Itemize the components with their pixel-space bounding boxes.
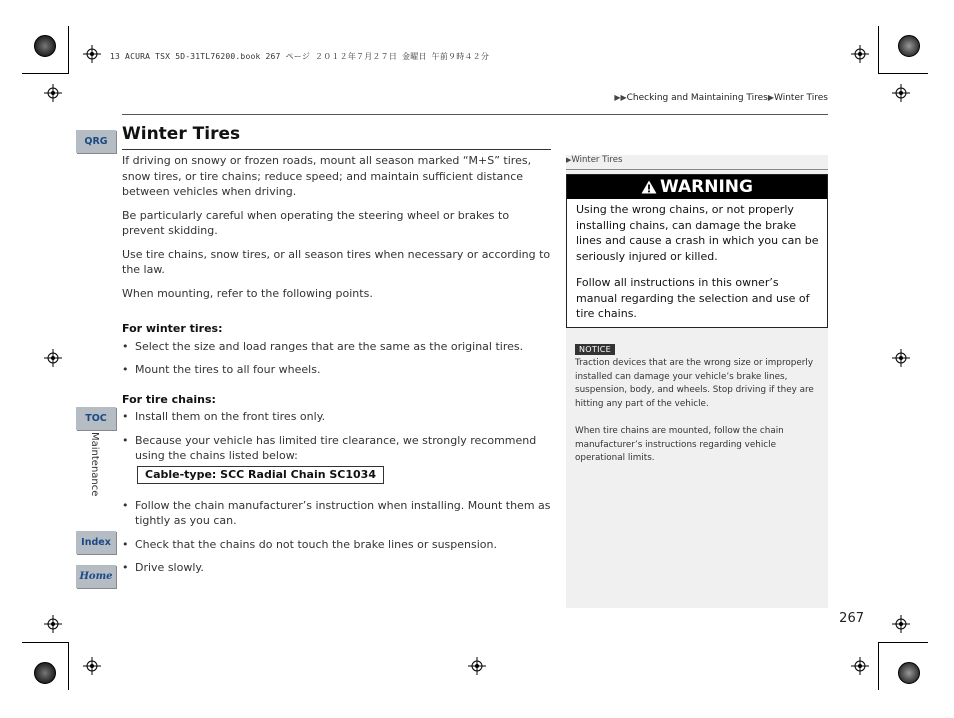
notice-paragraph: Traction devices that are the wrong size or improperly installed can damage your vehicle’s brake lines, suspension, body, and wheels. Stop driving if they are hitting any part of the vehicle. — [575, 358, 814, 409]
list-item: • Mount the tires to all four wheels. — [122, 362, 554, 378]
nav-tab-qrg[interactable]: QRG — [76, 130, 116, 153]
list-item: • Select the size and load ranges that are the same as the original tires. — [122, 339, 554, 355]
list-item: • Follow the chain manufacturer’s instruction when installing. Mount them as tightly as you can. — [122, 498, 554, 529]
main-content — [122, 153, 554, 584]
warning-paragraph: Using the wrong chains, or not properly installing chains, can damage the brake lines and cause a crash in which you can be seriously injured or killed. — [576, 203, 819, 263]
color-target-icon — [34, 662, 56, 684]
tire-chains-heading: For tire chains: — [122, 392, 216, 406]
registration-mark-icon — [44, 615, 62, 633]
section-label: Maintenance — [89, 432, 100, 497]
header-rule — [122, 114, 828, 115]
side-reference-text: Winter Tires — [571, 155, 623, 165]
list-item: • Check that the chains do not touch the brake lines or suspension. — [122, 537, 554, 553]
page-number: 267 — [839, 611, 864, 626]
list-item: • Drive slowly. — [122, 560, 554, 576]
registration-mark-icon — [44, 84, 62, 102]
warning-header — [567, 175, 827, 199]
color-target-icon — [898, 35, 920, 57]
warning-label: WARNING — [660, 177, 753, 197]
warning-text — [576, 202, 820, 333]
winter-tires-list — [122, 339, 554, 378]
nav-tab-index[interactable]: Index — [76, 531, 116, 554]
registration-mark-icon — [83, 45, 101, 63]
warning-box — [566, 174, 828, 328]
reference-arrow-icon: ▶ — [566, 156, 572, 164]
warning-paragraph: Follow all instructions in this owner’s manual regarding the selection and use of tire chains. — [576, 276, 810, 320]
print-header: 13 ACURA TSX 5D-31TL76200.book 267 ページ ２０１２年７月２７日 金曜日 午前９時４２分 — [110, 52, 490, 61]
notice-paragraph: When tire chains are mounted, follow the chain manufacturer’s instructions regarding vehicle operational limits. — [575, 426, 784, 463]
double-arrow-icon: ▶▶ — [614, 93, 627, 102]
registration-mark-icon — [851, 657, 869, 675]
registration-mark-icon — [892, 349, 910, 367]
registration-mark-icon — [892, 84, 910, 102]
registration-mark-icon — [851, 45, 869, 63]
intro-paragraph: Be particularly careful when operating the steering wheel or brakes to prevent skidding. — [122, 208, 510, 237]
tire-chains-list — [122, 409, 554, 576]
arrow-icon: ▶ — [767, 93, 775, 102]
breadcrumb — [614, 93, 828, 103]
intro-paragraph: If driving on snowy or frozen roads, mount all season marked “M+S” tires, snow tires, or tire chains; reduce speed; and maintain sufficient distance between vehicles when driving. — [122, 154, 532, 198]
winter-tires-heading: For winter tires: — [122, 322, 223, 335]
notice-text — [575, 357, 821, 480]
warning-icon — [641, 180, 657, 194]
breadcrumb-section[interactable]: Checking and Maintaining Tires — [626, 93, 768, 103]
registration-mark-icon — [44, 349, 62, 367]
notice-badge: NOTICE — [575, 344, 615, 355]
title-rule — [122, 149, 551, 150]
side-reference-rule — [566, 169, 828, 170]
registration-mark-icon — [468, 657, 486, 675]
breadcrumb-current: Winter Tires — [774, 93, 828, 103]
chain-type-box: Cable-type: SCC Radial Chain SC1034 — [137, 466, 384, 484]
list-item — [122, 433, 554, 486]
page-title: Winter Tires — [122, 124, 241, 144]
intro-paragraph: Use tire chains, snow tires, or all season tires when necessary or according to the law. — [122, 247, 551, 276]
list-item: • Install them on the front tires only. — [122, 409, 554, 425]
nav-tab-toc[interactable]: TOC — [76, 407, 116, 430]
intro-paragraph: When mounting, refer to the following points. — [122, 286, 373, 300]
nav-tab-home[interactable]: Home — [76, 565, 116, 588]
list-item-text: Because your vehicle has limited tire clearance, we strongly recommend using the chains listed below: — [135, 433, 537, 462]
registration-mark-icon — [892, 615, 910, 633]
color-target-icon — [898, 662, 920, 684]
color-target-icon — [34, 35, 56, 57]
registration-mark-icon — [83, 657, 101, 675]
side-reference — [566, 155, 622, 165]
